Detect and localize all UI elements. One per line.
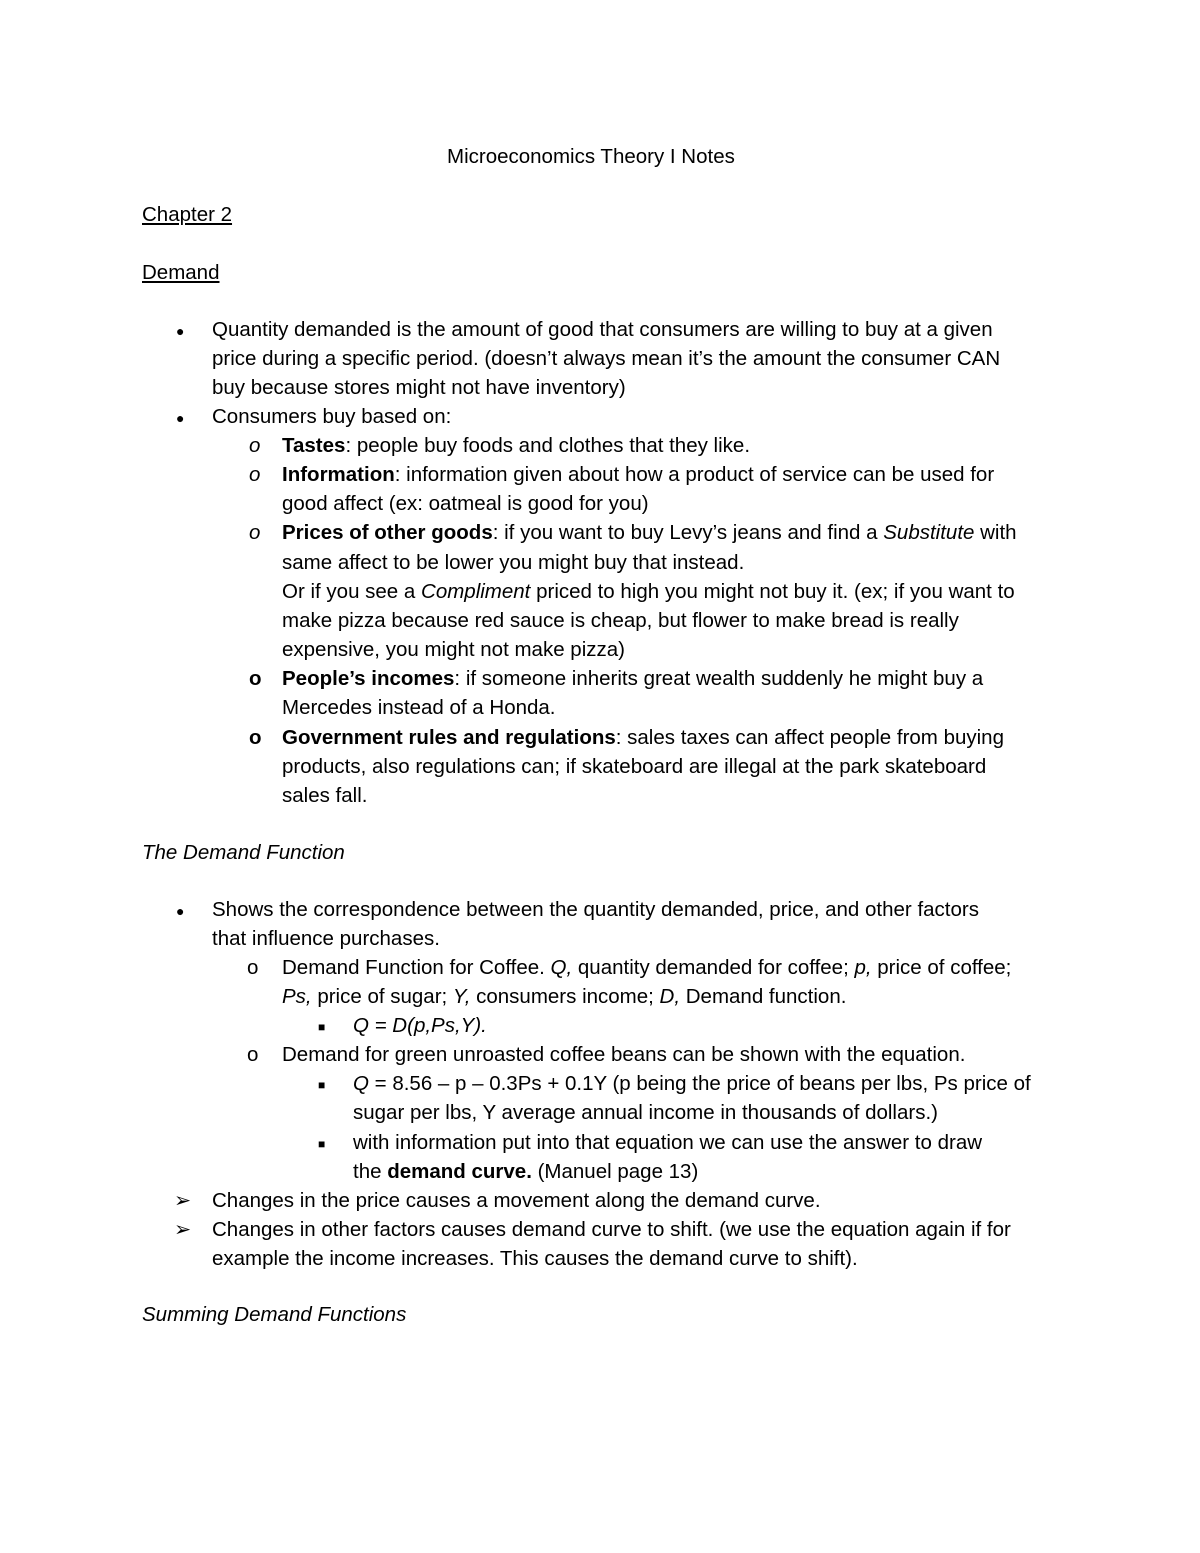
information-text-2: good affect (ex: oatmeal is good for you) xyxy=(282,492,649,515)
bullet-dot-icon: ● xyxy=(176,903,185,919)
bullet-dot-icon: ● xyxy=(176,323,185,339)
incomes-term: People’s incomes xyxy=(282,667,455,690)
beans-info-line-2 xyxy=(353,1157,698,1186)
hollow-bullet-icon: o xyxy=(247,956,259,979)
beans-equation-line-2: sugar per lbs, Y average annual income in thousands of dollars.) xyxy=(353,1101,938,1124)
coffee-d: D, xyxy=(659,985,681,1008)
coffee-t5: consumers income; xyxy=(470,985,660,1008)
incomes-text-1: : if someone inherits great wealth suddenly he might buy a xyxy=(454,667,984,690)
demand-function-bullet-line-1: Shows the correspondence between the quantity demanded, price, and other factors xyxy=(212,898,979,921)
demand-bullet-1-line-2: price during a specific period. (doesn’t always mean it’s the amount the consumer CAN xyxy=(212,347,1001,370)
prices-text-3a: Or if you see a xyxy=(282,580,422,603)
hollow-bullet-icon: o xyxy=(249,463,261,486)
factor-information xyxy=(282,460,994,489)
factor-tastes xyxy=(282,431,750,460)
beans-info-2c: (Manuel page 13) xyxy=(531,1160,699,1183)
summing-heading: Summing Demand Functions xyxy=(142,1303,407,1326)
square-bullet-icon: ■ xyxy=(318,1078,326,1092)
coffee-function-line-2 xyxy=(282,982,846,1011)
incomes-text-2: Mercedes instead of a Honda. xyxy=(282,696,556,719)
beans-text: Demand for green unroasted coffee beans can be shown with the equation. xyxy=(282,1043,966,1066)
arrow-item-2-line-1: Changes in other factors causes demand curve to shift. (we use the equation again if for xyxy=(212,1218,1011,1241)
prices-text-4: make pizza because red sauce is cheap, but flower to make bread is really xyxy=(282,609,959,632)
beans-info-2a: the xyxy=(353,1160,388,1183)
government-text-2: products, also regulations can; if skateboard are illegal at the park skateboard xyxy=(282,755,987,778)
coffee-function-line-1 xyxy=(282,953,1011,982)
hollow-bullet-icon: o xyxy=(247,1043,259,1066)
arrow-item-2-line-2: example the income increases. This causes the demand curve to shift). xyxy=(212,1247,858,1270)
beans-info-line-1: with information put into that equation we can use the answer to draw xyxy=(353,1131,983,1154)
factor-government xyxy=(282,723,1004,752)
tastes-term: Tastes xyxy=(282,434,346,457)
demand-curve-term: demand curve. xyxy=(387,1160,532,1183)
factor-prices xyxy=(282,518,1017,547)
coffee-equation: Q = D(p,Ps,Y). xyxy=(353,1014,487,1037)
government-text-3: sales fall. xyxy=(282,784,368,807)
document-title: Microeconomics Theory I Notes xyxy=(447,145,735,168)
prices-text-1b: with xyxy=(974,521,1017,544)
demand-function-heading: The Demand Function xyxy=(142,841,345,864)
coffee-q: Q, xyxy=(550,956,573,979)
prices-text-2: same affect to be lower you might buy that instead. xyxy=(282,551,745,574)
beans-equation-line-1 xyxy=(353,1069,1031,1098)
government-text-1: : sales taxes can affect people from buying xyxy=(615,726,1004,749)
tastes-text: : people buy foods and clothes that they like. xyxy=(345,434,751,457)
demand-heading: Demand xyxy=(142,261,220,284)
government-term: Government rules and regulations xyxy=(282,726,616,749)
prices-text-3 xyxy=(282,577,1015,606)
demand-bullet-1-line-1: Quantity demanded is the amount of good that consumers are willing to buy at a given xyxy=(212,318,993,341)
factor-incomes xyxy=(282,664,983,693)
coffee-t4: price of sugar; xyxy=(311,985,453,1008)
arrow-bullet-icon: ➢ xyxy=(174,1189,192,1212)
prices-text-5: expensive, you might not make pizza) xyxy=(282,638,625,661)
coffee-t2: quantity demanded for coffee; xyxy=(572,956,855,979)
compliment-word: Compliment xyxy=(421,580,531,603)
hollow-bullet-icon: o xyxy=(249,667,262,690)
beans-eq-1: = 8.56 – p – 0.3Ps + 0.1Y (p being the price of beans per lbs, Ps price of xyxy=(368,1072,1031,1095)
demand-bullet-2: Consumers buy based on: xyxy=(212,405,452,428)
hollow-bullet-icon: o xyxy=(249,521,261,544)
demand-bullet-1-line-3: buy because stores might not have inventory) xyxy=(212,376,626,399)
coffee-p: p, xyxy=(854,956,872,979)
coffee-t1: Demand Function for Coffee. xyxy=(282,956,551,979)
coffee-t3: price of coffee; xyxy=(871,956,1012,979)
information-term: Information xyxy=(282,463,395,486)
demand-function-bullet-line-2: that influence purchases. xyxy=(212,927,440,950)
arrow-item-1: Changes in the price causes a movement along the demand curve. xyxy=(212,1189,821,1212)
chapter-heading: Chapter 2 xyxy=(142,203,233,226)
hollow-bullet-icon: o xyxy=(249,726,262,749)
coffee-y: Y, xyxy=(452,985,471,1008)
information-text-1: : information given about how a product of service can be used for xyxy=(394,463,995,486)
prices-text-3b: priced to high you might not buy it. (ex; if you want to xyxy=(530,580,1015,603)
square-bullet-icon: ■ xyxy=(318,1137,326,1151)
hollow-bullet-icon: o xyxy=(249,434,261,457)
substitute-word: Substitute xyxy=(883,521,975,544)
bullet-dot-icon: ● xyxy=(176,410,185,426)
prices-term: Prices of other goods xyxy=(282,521,493,544)
coffee-ps: Ps, xyxy=(282,985,312,1008)
coffee-t6: Demand function. xyxy=(680,985,847,1008)
square-bullet-icon: ■ xyxy=(318,1020,326,1034)
arrow-bullet-icon: ➢ xyxy=(174,1218,192,1241)
beans-eq-q: Q xyxy=(353,1072,369,1095)
prices-text-1a: : if you want to buy Levy’s jeans and find a xyxy=(492,521,884,544)
